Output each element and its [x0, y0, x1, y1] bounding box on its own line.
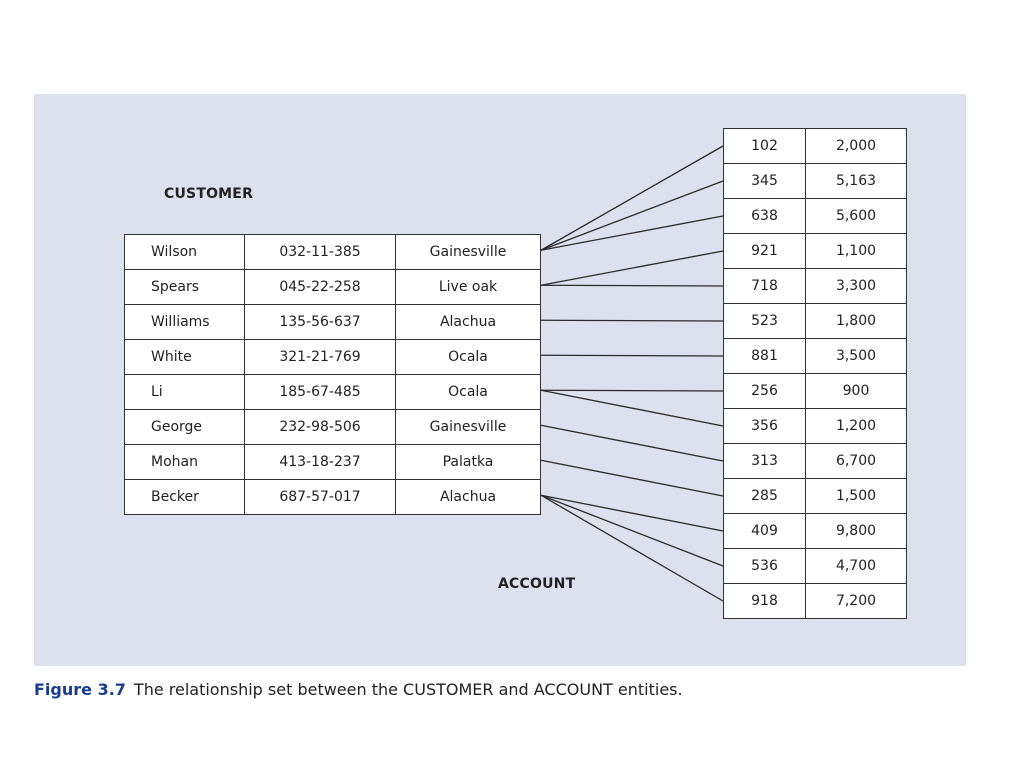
account-number: 356 — [724, 409, 806, 444]
relationship-line — [541, 495, 723, 566]
account-number: 881 — [724, 339, 806, 374]
relationship-line — [541, 216, 723, 250]
account-number: 918 — [724, 584, 806, 619]
customer-ssn: 032-11-385 — [245, 235, 396, 270]
customer-city: Ocala — [396, 340, 541, 375]
relationship-line — [541, 181, 723, 250]
relationship-line — [541, 495, 723, 601]
relationship-line — [541, 390, 723, 391]
account-balance: 4,700 — [806, 549, 907, 584]
account-number: 638 — [724, 199, 806, 234]
account-number: 256 — [724, 374, 806, 409]
account-number: 285 — [724, 479, 806, 514]
account-balance: 1,100 — [806, 234, 907, 269]
account-balance: 5,163 — [806, 164, 907, 199]
relationship-line — [541, 146, 723, 250]
account-number: 409 — [724, 514, 806, 549]
account-balance: 1,800 — [806, 304, 907, 339]
account-number: 536 — [724, 549, 806, 584]
customer-city: Gainesville — [396, 235, 541, 270]
relationship-line — [541, 355, 723, 356]
customer-city: Alachua — [396, 480, 541, 515]
customer-ssn: 687-57-017 — [245, 480, 396, 515]
account-balance: 900 — [806, 374, 907, 409]
customer-name: Wilson — [125, 235, 245, 270]
customer-name: Mohan — [125, 445, 245, 480]
account-number: 345 — [724, 164, 806, 199]
customer-ssn: 185-67-485 — [245, 375, 396, 410]
relationship-line — [541, 390, 723, 426]
customer-city: Ocala — [396, 375, 541, 410]
customer-ssn: 232-98-506 — [245, 410, 396, 445]
account-balance: 9,800 — [806, 514, 907, 549]
customer-city: Palatka — [396, 445, 541, 480]
customer-name: Spears — [125, 270, 245, 305]
figure-caption — [34, 680, 683, 699]
account-balance: 1,500 — [806, 479, 907, 514]
customer-ssn: 321-21-769 — [245, 340, 396, 375]
account-balance: 1,200 — [806, 409, 907, 444]
customer-city: Alachua — [396, 305, 541, 340]
account-balance: 6,700 — [806, 444, 907, 479]
account-balance: 3,500 — [806, 339, 907, 374]
figure-number: Figure 3.7 — [34, 680, 126, 699]
account-number: 921 — [724, 234, 806, 269]
customer-city: Gainesville — [396, 410, 541, 445]
customer-name: George — [125, 410, 245, 445]
account-number: 313 — [724, 444, 806, 479]
account-balance: 7,200 — [806, 584, 907, 619]
relationship-line — [541, 251, 723, 285]
account-number: 523 — [724, 304, 806, 339]
figure-caption-text: The relationship set between the CUSTOMER and ACCOUNT entities. — [133, 680, 683, 699]
account-number: 718 — [724, 269, 806, 304]
customer-name: Becker — [125, 480, 245, 515]
account-number: 102 — [724, 129, 806, 164]
customer-name: Li — [125, 375, 245, 410]
customer-entity-label: CUSTOMER — [164, 186, 254, 202]
customer-ssn: 045-22-258 — [245, 270, 396, 305]
relationship-line — [541, 285, 723, 286]
relationship-line — [541, 495, 723, 531]
account-balance: 5,600 — [806, 199, 907, 234]
customer-name: White — [125, 340, 245, 375]
account-balance: 2,000 — [806, 129, 907, 164]
customer-ssn: 135-56-637 — [245, 305, 396, 340]
account-entity-label: ACCOUNT — [498, 576, 576, 592]
relationship-line — [541, 320, 723, 321]
customer-name: Williams — [125, 305, 245, 340]
customer-city: Live oak — [396, 270, 541, 305]
relationship-line — [541, 425, 723, 461]
customer-ssn: 413-18-237 — [245, 445, 396, 480]
relationship-line — [541, 460, 723, 496]
account-balance: 3,300 — [806, 269, 907, 304]
